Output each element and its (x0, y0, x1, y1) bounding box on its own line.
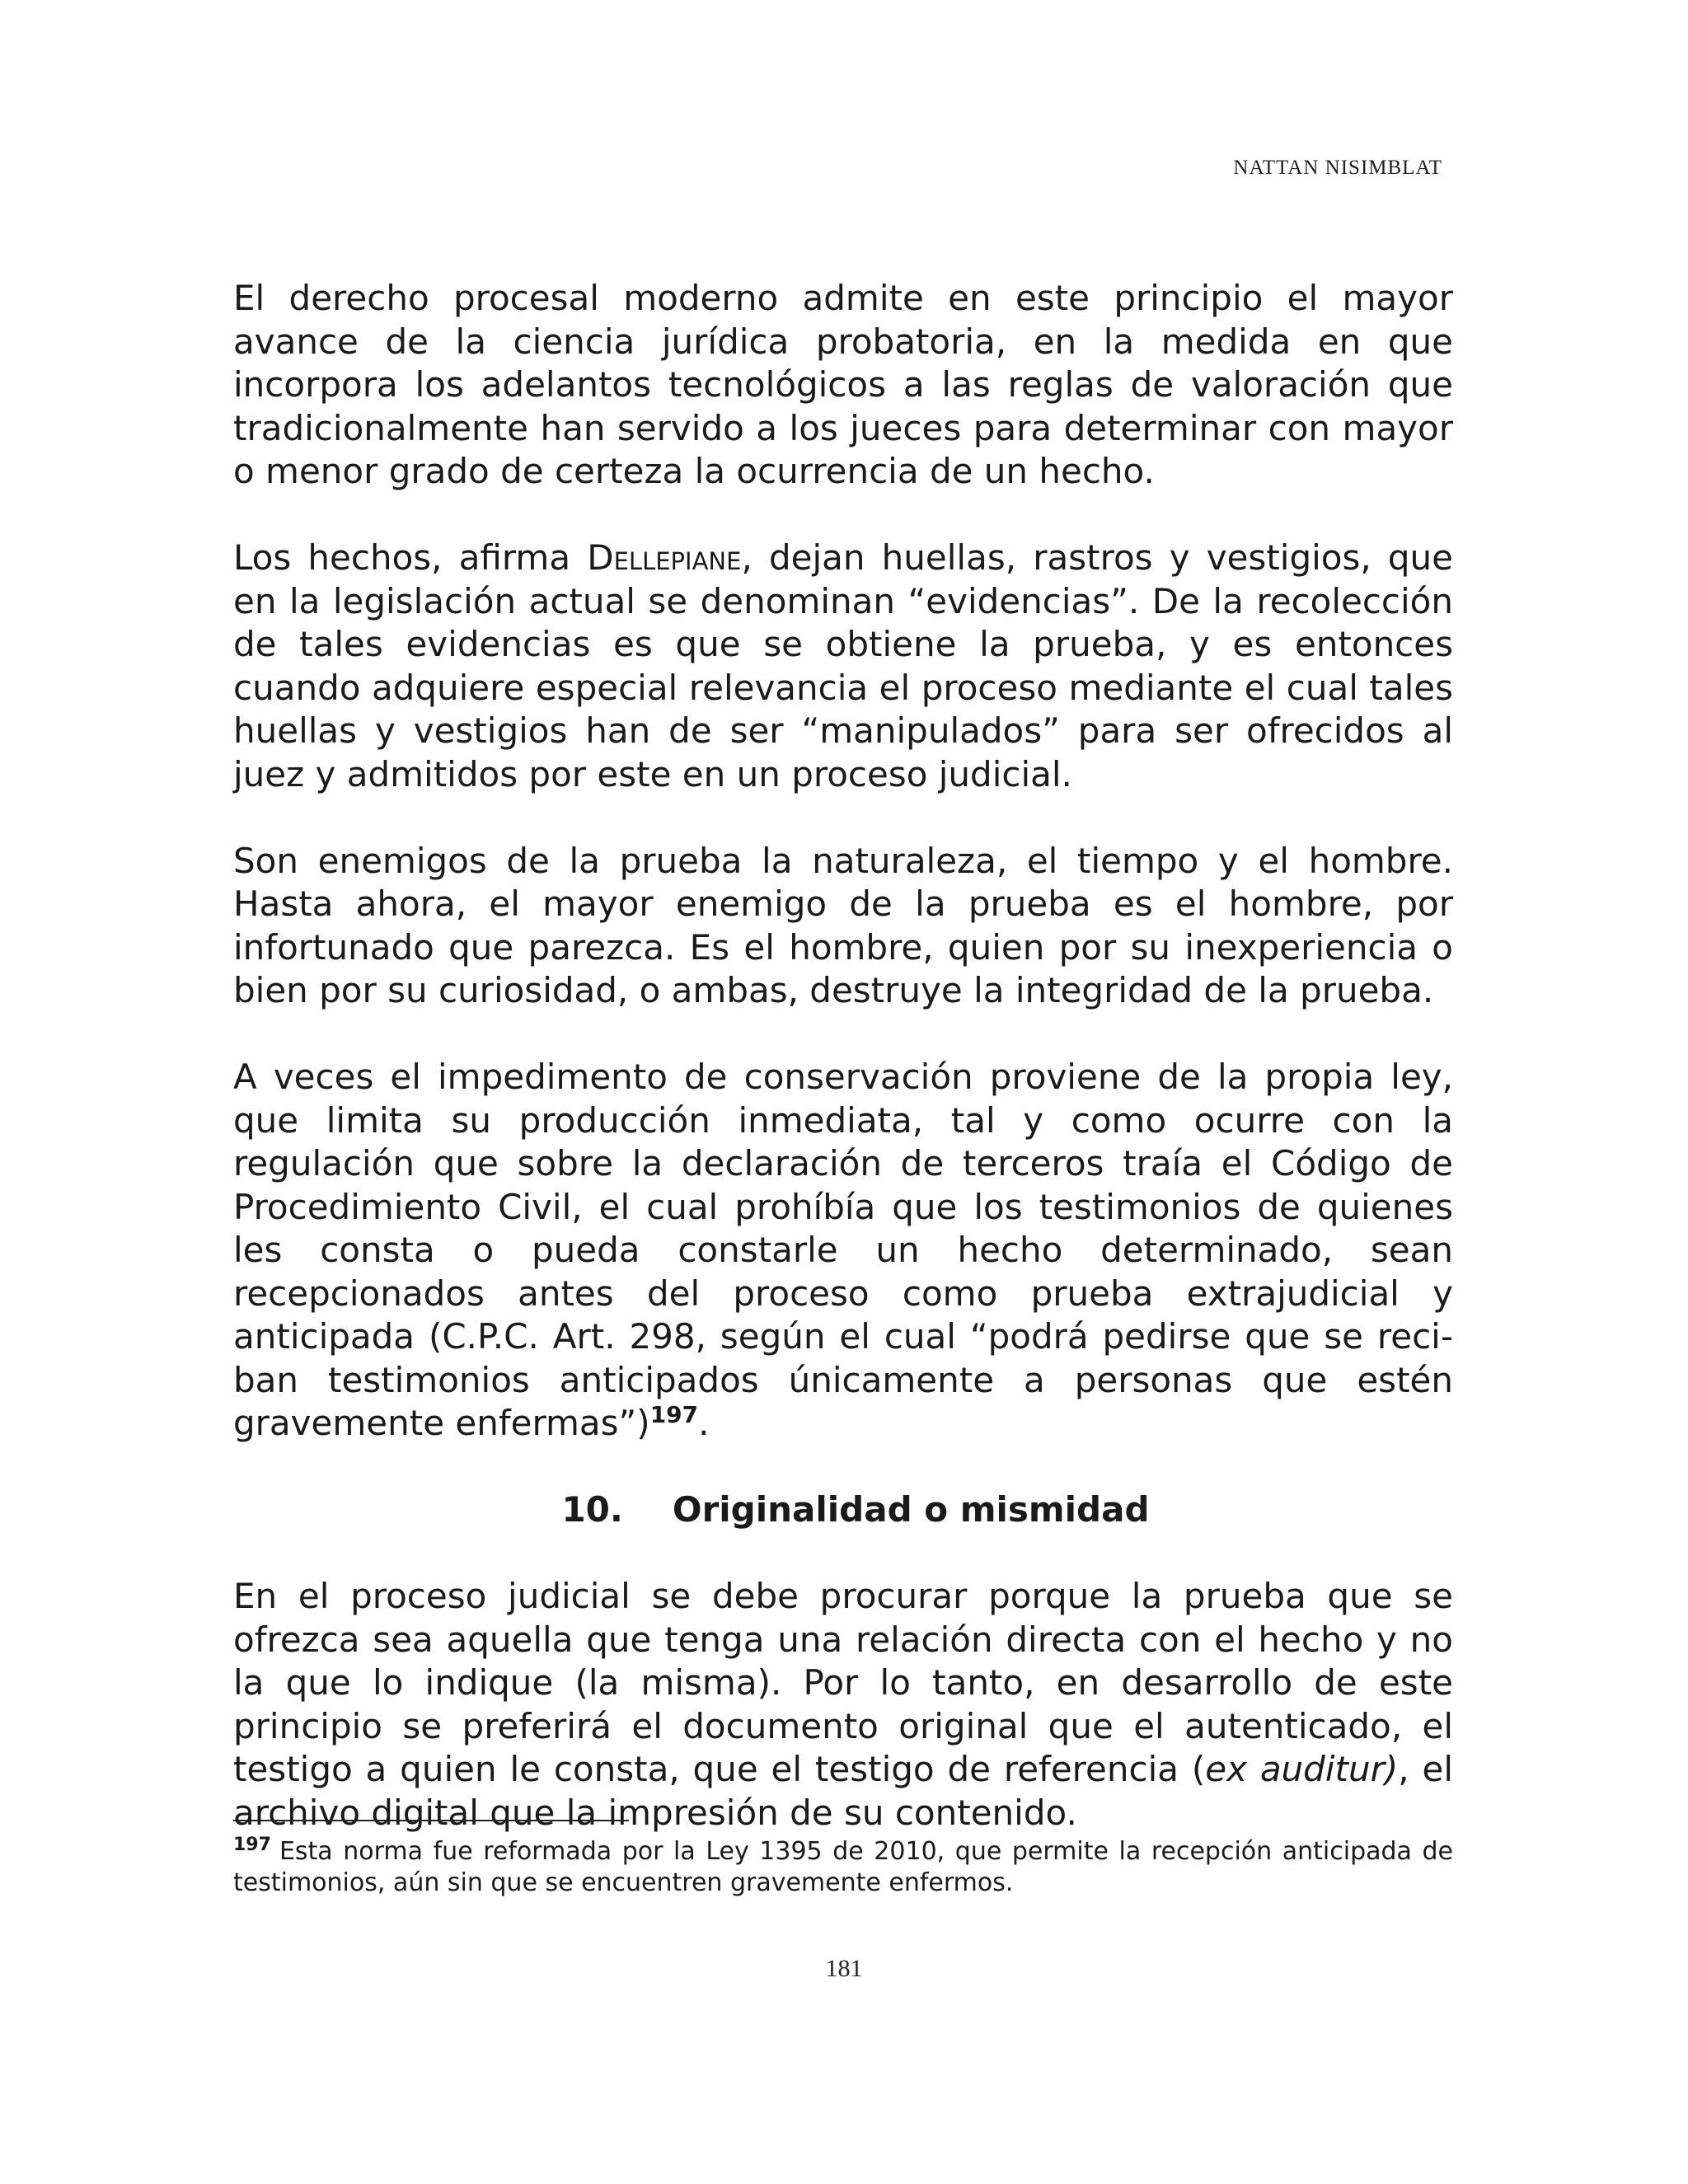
paragraph-2-body: , dejan huellas, rastros y vestigios, que en la legislación actual se denominan “evidencias”. De la recolección de tales evidencias es que se obtiene la prueba, y es entonces cuando adquiere especial relevancia el proceso mediante el cual tales huellas y vestigios han de ser “manipulados” para ser ofrecidos al juez y admitidos por este en un proceso judicial. (233, 537, 1454, 794)
section-title: Originalidad o mismidad (672, 1489, 1150, 1530)
running-header: NATTAN NISIMBLAT (1233, 157, 1442, 179)
section-number: 10. (561, 1489, 623, 1530)
paragraph-5-body: En el proceso judicial se debe procurar porque la prueba que se ofrezca sea aquella que tenga una relación directa con el hecho y no la que lo indique (la misma). Por lo tanto, en desarrollo de este principio se preferirá el documento original que el autenticado, el testigo a quien le consta, que el testigo de referencia ( (233, 1576, 1453, 1789)
body-text (233, 277, 1453, 1878)
paragraph-2 (233, 537, 1453, 796)
footnote-number: 197 (233, 1835, 271, 1855)
paragraph-3: Son enemigos de la prueba la naturaleza, el tiempo y el hombre. Hasta ahora, el mayor enemigo de la prueba es el hombre, por infortunado que parezca. Es el hombre, quien por su inexperiencia o bien por su curiosidad, o ambas, destruye la integridad de la prueba. (233, 840, 1453, 1010)
paragraph-4-body: A veces el impedimento de conservación proviene de la propia ley, que limita su producción inmediata, tal y como ocurre con la regulación que sobre la declaración de terceros traía el Código de Procedimiento Civil, el cual prohíbía que los testimonios de quienes les consta o pueda constarle un hecho determinado, sean recepcionados antes del proceso como prueba extrajudicial y anticipada (C.P.C. Art. 298, según el cual “podrá pedirse que se reciban testimonios anticipados únicamente a personas que estén gravemente enfermas”) (233, 1057, 1453, 1443)
footnote (233, 1836, 1453, 1899)
latin-term: ex auditur) (1205, 1749, 1399, 1789)
footnote-text: Esta norma fue reformada por la Ley 1395 de 2010, que permite la recepción anticipada de testimonios, aún sin que se encuentren gravemente enfermos. (233, 1837, 1453, 1897)
paragraph-4 (233, 1056, 1453, 1446)
paragraph-4-end: . (698, 1403, 710, 1443)
paragraph-2-intro: Los hechos, afirma (233, 537, 588, 578)
footnote-reference[interactable]: 197 (649, 1401, 699, 1428)
section-heading (233, 1488, 1453, 1532)
author-name: Dellepiane (587, 537, 742, 578)
paragraph-5 (233, 1575, 1453, 1835)
footnote-divider (233, 1820, 629, 1821)
page-number: 181 (825, 1955, 863, 1982)
paragraph-5-end: , el archivo digital que la impresión de su contenido. (233, 1749, 1453, 1833)
paragraph-1: El derecho procesal moderno admite en este principio el mayor avance de la ciencia jurídica probatoria, en la medida en que incorpora los adelantos tecnológicos a las reglas de valoración que tradicionalmente han servido a los jueces para determinar con mayor o menor grado de certeza la ocurrencia de un hecho. (233, 278, 1453, 491)
